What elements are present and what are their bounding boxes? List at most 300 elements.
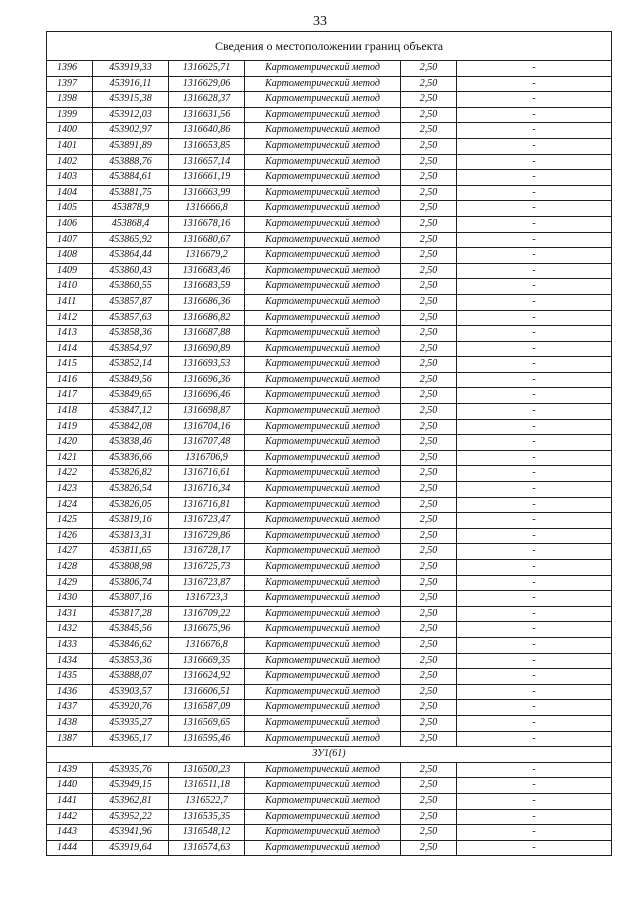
coord-x-cell: 453806,74	[93, 575, 169, 591]
coord-y-cell: 1316595,46	[169, 731, 245, 747]
coord-y-cell: 1316661,19	[169, 170, 245, 186]
table-row	[47, 76, 612, 92]
method-cell: Картометрический метод	[245, 279, 401, 295]
table-row	[47, 622, 612, 638]
coord-x-cell: 453826,82	[93, 466, 169, 482]
method-cell: Картометрический метод	[245, 138, 401, 154]
table-row	[47, 731, 612, 747]
coord-x-cell: 453962,81	[93, 793, 169, 809]
description-cell: -	[457, 435, 612, 451]
table-row	[47, 606, 612, 622]
point-number-cell: 1434	[47, 653, 93, 669]
coord-y-cell: 1316676,8	[169, 637, 245, 653]
coord-y-cell: 1316663,99	[169, 185, 245, 201]
coord-y-cell: 1316669,35	[169, 653, 245, 669]
coord-x-cell: 453941,96	[93, 825, 169, 841]
coord-y-cell: 1316696,36	[169, 372, 245, 388]
table-row	[47, 450, 612, 466]
accuracy-cell: 2,50	[401, 762, 457, 778]
method-cell: Картометрический метод	[245, 513, 401, 529]
coord-x-cell: 453935,27	[93, 715, 169, 731]
method-cell: Картометрический метод	[245, 809, 401, 825]
description-cell: -	[457, 185, 612, 201]
accuracy-cell: 2,50	[401, 404, 457, 420]
accuracy-cell: 2,50	[401, 715, 457, 731]
method-cell: Картометрический метод	[245, 263, 401, 279]
accuracy-cell: 2,50	[401, 357, 457, 373]
point-number-cell: 1416	[47, 372, 93, 388]
method-cell: Картометрический метод	[245, 372, 401, 388]
point-number-cell: 1410	[47, 279, 93, 295]
section-row	[47, 747, 612, 763]
point-number-cell: 1437	[47, 700, 93, 716]
description-cell: -	[457, 263, 612, 279]
accuracy-cell: 2,50	[401, 825, 457, 841]
coord-x-cell: 453819,16	[93, 513, 169, 529]
point-number-cell: 1435	[47, 669, 93, 685]
accuracy-cell: 2,50	[401, 560, 457, 576]
accuracy-cell: 2,50	[401, 435, 457, 451]
coord-x-cell: 453952,22	[93, 809, 169, 825]
table-row	[47, 388, 612, 404]
method-cell: Картометрический метод	[245, 466, 401, 482]
coord-y-cell: 1316716,61	[169, 466, 245, 482]
coord-y-cell: 1316679,2	[169, 248, 245, 264]
description-cell: -	[457, 466, 612, 482]
coord-x-cell: 453858,36	[93, 326, 169, 342]
point-number-cell: 1433	[47, 637, 93, 653]
coord-x-cell: 453949,15	[93, 778, 169, 794]
coord-y-cell: 1316698,87	[169, 404, 245, 420]
method-cell: Картометрический метод	[245, 778, 401, 794]
point-number-cell: 1414	[47, 341, 93, 357]
coord-y-cell: 1316500,23	[169, 762, 245, 778]
coord-y-cell: 1316678,16	[169, 216, 245, 232]
point-number-cell: 1423	[47, 482, 93, 498]
method-cell: Картометрический метод	[245, 497, 401, 513]
table-body	[47, 32, 612, 856]
method-cell: Картометрический метод	[245, 294, 401, 310]
accuracy-cell: 2,50	[401, 294, 457, 310]
point-number-cell: 1426	[47, 528, 93, 544]
coord-y-cell: 1316716,81	[169, 497, 245, 513]
coord-y-cell: 1316709,22	[169, 606, 245, 622]
method-cell: Картометрический метод	[245, 310, 401, 326]
accuracy-cell: 2,50	[401, 263, 457, 279]
page-number: 33	[313, 14, 327, 29]
description-cell: -	[457, 388, 612, 404]
table-row	[47, 326, 612, 342]
accuracy-cell: 2,50	[401, 138, 457, 154]
coord-y-cell: 1316675,96	[169, 622, 245, 638]
description-cell: -	[457, 357, 612, 373]
table-row	[47, 482, 612, 498]
table-row	[47, 528, 612, 544]
method-cell: Картометрический метод	[245, 731, 401, 747]
point-number-cell: 1443	[47, 825, 93, 841]
description-cell: -	[457, 232, 612, 248]
coord-x-cell: 453912,03	[93, 107, 169, 123]
point-number-cell: 1397	[47, 76, 93, 92]
description-cell: -	[457, 560, 612, 576]
coord-y-cell: 1316574,63	[169, 840, 245, 856]
coord-x-cell: 453919,64	[93, 840, 169, 856]
coord-y-cell: 1316707,48	[169, 435, 245, 451]
method-cell: Картометрический метод	[245, 170, 401, 186]
coord-x-cell: 453813,31	[93, 528, 169, 544]
method-cell: Картометрический метод	[245, 482, 401, 498]
description-cell: -	[457, 138, 612, 154]
description-cell: -	[457, 76, 612, 92]
accuracy-cell: 2,50	[401, 513, 457, 529]
method-cell: Картометрический метод	[245, 435, 401, 451]
coord-x-cell: 453852,14	[93, 357, 169, 373]
table-row	[47, 263, 612, 279]
point-number-cell: 1398	[47, 92, 93, 108]
table-row	[47, 185, 612, 201]
table-row	[47, 778, 612, 794]
table-row	[47, 310, 612, 326]
coord-y-cell: 1316690,89	[169, 341, 245, 357]
coord-y-cell: 1316687,88	[169, 326, 245, 342]
description-cell: -	[457, 637, 612, 653]
point-number-cell: 1438	[47, 715, 93, 731]
point-number-cell: 1436	[47, 684, 93, 700]
table-row	[47, 497, 612, 513]
point-number-cell: 1442	[47, 809, 93, 825]
coord-y-cell: 1316723,47	[169, 513, 245, 529]
method-cell: Картометрический метод	[245, 123, 401, 139]
method-cell: Картометрический метод	[245, 107, 401, 123]
description-cell: -	[457, 201, 612, 217]
description-cell: -	[457, 622, 612, 638]
method-cell: Картометрический метод	[245, 61, 401, 77]
coord-y-cell: 1316729,86	[169, 528, 245, 544]
table-row	[47, 575, 612, 591]
method-cell: Картометрический метод	[245, 185, 401, 201]
accuracy-cell: 2,50	[401, 123, 457, 139]
point-number-cell: 1444	[47, 840, 93, 856]
coord-x-cell: 453853,36	[93, 653, 169, 669]
point-number-cell: 1396	[47, 61, 93, 77]
coord-x-cell: 453842,08	[93, 419, 169, 435]
point-number-cell: 1405	[47, 201, 93, 217]
coord-x-cell: 453916,11	[93, 76, 169, 92]
method-cell: Картометрический метод	[245, 450, 401, 466]
coord-y-cell: 1316680,67	[169, 232, 245, 248]
table-row	[47, 404, 612, 420]
point-number-cell: 1428	[47, 560, 93, 576]
boundary-table-container	[46, 31, 611, 856]
accuracy-cell: 2,50	[401, 497, 457, 513]
description-cell: -	[457, 731, 612, 747]
point-number-cell: 1440	[47, 778, 93, 794]
coord-y-cell: 1316693,53	[169, 357, 245, 373]
description-cell: -	[457, 528, 612, 544]
table-row	[47, 560, 612, 576]
table-row	[47, 513, 612, 529]
description-cell: -	[457, 170, 612, 186]
accuracy-cell: 2,50	[401, 731, 457, 747]
table-row	[47, 700, 612, 716]
coord-x-cell: 453860,55	[93, 279, 169, 295]
point-number-cell: 1419	[47, 419, 93, 435]
description-cell: -	[457, 341, 612, 357]
accuracy-cell: 2,50	[401, 76, 457, 92]
point-number-cell: 1418	[47, 404, 93, 420]
accuracy-cell: 2,50	[401, 482, 457, 498]
coord-y-cell: 1316686,36	[169, 294, 245, 310]
method-cell: Картометрический метод	[245, 560, 401, 576]
accuracy-cell: 2,50	[401, 279, 457, 295]
coord-x-cell: 453891,89	[93, 138, 169, 154]
coord-x-cell: 453888,07	[93, 669, 169, 685]
coord-x-cell: 453888,76	[93, 154, 169, 170]
coord-y-cell: 1316629,06	[169, 76, 245, 92]
table-row	[47, 123, 612, 139]
coord-x-cell: 453849,56	[93, 372, 169, 388]
method-cell: Картометрический метод	[245, 715, 401, 731]
coord-x-cell: 453836,66	[93, 450, 169, 466]
description-cell: -	[457, 419, 612, 435]
method-cell: Картометрический метод	[245, 76, 401, 92]
point-number-cell: 1413	[47, 326, 93, 342]
description-cell: -	[457, 216, 612, 232]
table-row	[47, 762, 612, 778]
table-row	[47, 279, 612, 295]
method-cell: Картометрический метод	[245, 669, 401, 685]
accuracy-cell: 2,50	[401, 185, 457, 201]
method-cell: Картометрический метод	[245, 201, 401, 217]
coord-y-cell: 1316653,85	[169, 138, 245, 154]
coord-y-cell: 1316569,65	[169, 715, 245, 731]
description-cell: -	[457, 279, 612, 295]
point-number-cell: 1408	[47, 248, 93, 264]
accuracy-cell: 2,50	[401, 591, 457, 607]
point-number-cell: 1400	[47, 123, 93, 139]
table-row	[47, 357, 612, 373]
description-cell: -	[457, 92, 612, 108]
point-number-cell: 1430	[47, 591, 93, 607]
point-number-cell: 1439	[47, 762, 93, 778]
table-row	[47, 419, 612, 435]
method-cell: Картометрический метод	[245, 419, 401, 435]
method-cell: Картометрический метод	[245, 700, 401, 716]
accuracy-cell: 2,50	[401, 840, 457, 856]
description-cell: -	[457, 544, 612, 560]
accuracy-cell: 2,50	[401, 326, 457, 342]
method-cell: Картометрический метод	[245, 684, 401, 700]
accuracy-cell: 2,50	[401, 544, 457, 560]
method-cell: Картометрический метод	[245, 825, 401, 841]
method-cell: Картометрический метод	[245, 544, 401, 560]
accuracy-cell: 2,50	[401, 248, 457, 264]
section-label: ЗУ1(61)	[47, 747, 612, 763]
description-cell: -	[457, 591, 612, 607]
point-number-cell: 1411	[47, 294, 93, 310]
accuracy-cell: 2,50	[401, 575, 457, 591]
description-cell: -	[457, 715, 612, 731]
method-cell: Картометрический метод	[245, 341, 401, 357]
method-cell: Картометрический метод	[245, 575, 401, 591]
point-number-cell: 1417	[47, 388, 93, 404]
table-row	[47, 294, 612, 310]
coord-y-cell: 1316686,82	[169, 310, 245, 326]
coord-y-cell: 1316696,46	[169, 388, 245, 404]
table-row	[47, 809, 612, 825]
description-cell: -	[457, 310, 612, 326]
point-number-cell: 1424	[47, 497, 93, 513]
description-cell: -	[457, 653, 612, 669]
description-cell: -	[457, 326, 612, 342]
coord-y-cell: 1316628,37	[169, 92, 245, 108]
table-row	[47, 232, 612, 248]
description-cell: -	[457, 107, 612, 123]
coord-y-cell: 1316706,9	[169, 450, 245, 466]
coord-y-cell: 1316725,73	[169, 560, 245, 576]
table-row	[47, 715, 612, 731]
point-number-cell: 1403	[47, 170, 93, 186]
point-number-cell: 1441	[47, 793, 93, 809]
point-number-cell: 1401	[47, 138, 93, 154]
coord-y-cell: 1316728,17	[169, 544, 245, 560]
coord-x-cell: 453920,76	[93, 700, 169, 716]
method-cell: Картометрический метод	[245, 793, 401, 809]
accuracy-cell: 2,50	[401, 637, 457, 653]
coord-y-cell: 1316716,34	[169, 482, 245, 498]
point-number-cell: 1412	[47, 310, 93, 326]
point-number-cell: 1406	[47, 216, 93, 232]
coord-x-cell: 453817,28	[93, 606, 169, 622]
method-cell: Картометрический метод	[245, 232, 401, 248]
accuracy-cell: 2,50	[401, 201, 457, 217]
point-number-cell: 1387	[47, 731, 93, 747]
description-cell: -	[457, 404, 612, 420]
accuracy-cell: 2,50	[401, 466, 457, 482]
table-row	[47, 669, 612, 685]
description-cell: -	[457, 669, 612, 685]
coord-x-cell: 453919,33	[93, 61, 169, 77]
coord-y-cell: 1316587,09	[169, 700, 245, 716]
accuracy-cell: 2,50	[401, 170, 457, 186]
accuracy-cell: 2,50	[401, 154, 457, 170]
description-cell: -	[457, 123, 612, 139]
coord-y-cell: 1316606,51	[169, 684, 245, 700]
table-row	[47, 466, 612, 482]
description-cell: -	[457, 684, 612, 700]
accuracy-cell: 2,50	[401, 107, 457, 123]
description-cell: -	[457, 575, 612, 591]
point-number-cell: 1429	[47, 575, 93, 591]
coord-y-cell: 1316657,14	[169, 154, 245, 170]
method-cell: Картометрический метод	[245, 762, 401, 778]
coord-x-cell: 453857,87	[93, 294, 169, 310]
table-row	[47, 92, 612, 108]
table-row	[47, 793, 612, 809]
coord-y-cell: 1316624,92	[169, 669, 245, 685]
accuracy-cell: 2,50	[401, 684, 457, 700]
table-row	[47, 653, 612, 669]
description-cell: -	[457, 513, 612, 529]
coord-x-cell: 453881,75	[93, 185, 169, 201]
method-cell: Картометрический метод	[245, 606, 401, 622]
coord-x-cell: 453826,54	[93, 482, 169, 498]
method-cell: Картометрический метод	[245, 388, 401, 404]
coord-y-cell: 1316683,46	[169, 263, 245, 279]
coord-y-cell: 1316723,87	[169, 575, 245, 591]
coord-x-cell: 453864,44	[93, 248, 169, 264]
accuracy-cell: 2,50	[401, 809, 457, 825]
coord-x-cell: 453915,38	[93, 92, 169, 108]
point-number-cell: 1415	[47, 357, 93, 373]
accuracy-cell: 2,50	[401, 388, 457, 404]
point-number-cell: 1425	[47, 513, 93, 529]
accuracy-cell: 2,50	[401, 700, 457, 716]
point-number-cell: 1409	[47, 263, 93, 279]
description-cell: -	[457, 497, 612, 513]
coord-y-cell: 1316704,16	[169, 419, 245, 435]
method-cell: Картометрический метод	[245, 92, 401, 108]
table-row	[47, 216, 612, 232]
method-cell: Картометрический метод	[245, 622, 401, 638]
point-number-cell: 1431	[47, 606, 93, 622]
description-cell: -	[457, 482, 612, 498]
method-cell: Картометрический метод	[245, 637, 401, 653]
coord-x-cell: 453860,43	[93, 263, 169, 279]
table-row	[47, 825, 612, 841]
table-row	[47, 372, 612, 388]
accuracy-cell: 2,50	[401, 669, 457, 685]
accuracy-cell: 2,50	[401, 216, 457, 232]
coord-x-cell: 453865,92	[93, 232, 169, 248]
table-row	[47, 170, 612, 186]
method-cell: Картометрический метод	[245, 248, 401, 264]
accuracy-cell: 2,50	[401, 419, 457, 435]
table-row	[47, 201, 612, 217]
method-cell: Картометрический метод	[245, 528, 401, 544]
coord-x-cell: 453965,17	[93, 731, 169, 747]
method-cell: Картометрический метод	[245, 653, 401, 669]
description-cell: -	[457, 778, 612, 794]
table-row	[47, 544, 612, 560]
point-number-cell: 1427	[47, 544, 93, 560]
coord-y-cell: 1316683,59	[169, 279, 245, 295]
coord-x-cell: 453884,61	[93, 170, 169, 186]
table-title-row	[47, 32, 612, 61]
coord-y-cell: 1316631,56	[169, 107, 245, 123]
table-row	[47, 107, 612, 123]
table-row	[47, 248, 612, 264]
boundary-coordinates-table	[46, 31, 612, 856]
description-cell: -	[457, 606, 612, 622]
coord-x-cell: 453808,98	[93, 560, 169, 576]
coord-x-cell: 453838,46	[93, 435, 169, 451]
table-row	[47, 435, 612, 451]
coord-x-cell: 453935,76	[93, 762, 169, 778]
accuracy-cell: 2,50	[401, 450, 457, 466]
accuracy-cell: 2,50	[401, 778, 457, 794]
coord-y-cell: 1316522,7	[169, 793, 245, 809]
coord-y-cell: 1316511,18	[169, 778, 245, 794]
coord-x-cell: 453903,57	[93, 684, 169, 700]
accuracy-cell: 2,50	[401, 606, 457, 622]
coord-x-cell: 453868,4	[93, 216, 169, 232]
method-cell: Картометрический метод	[245, 591, 401, 607]
description-cell: -	[457, 294, 612, 310]
coord-x-cell: 453849,65	[93, 388, 169, 404]
coord-y-cell: 1316640,86	[169, 123, 245, 139]
accuracy-cell: 2,50	[401, 310, 457, 326]
